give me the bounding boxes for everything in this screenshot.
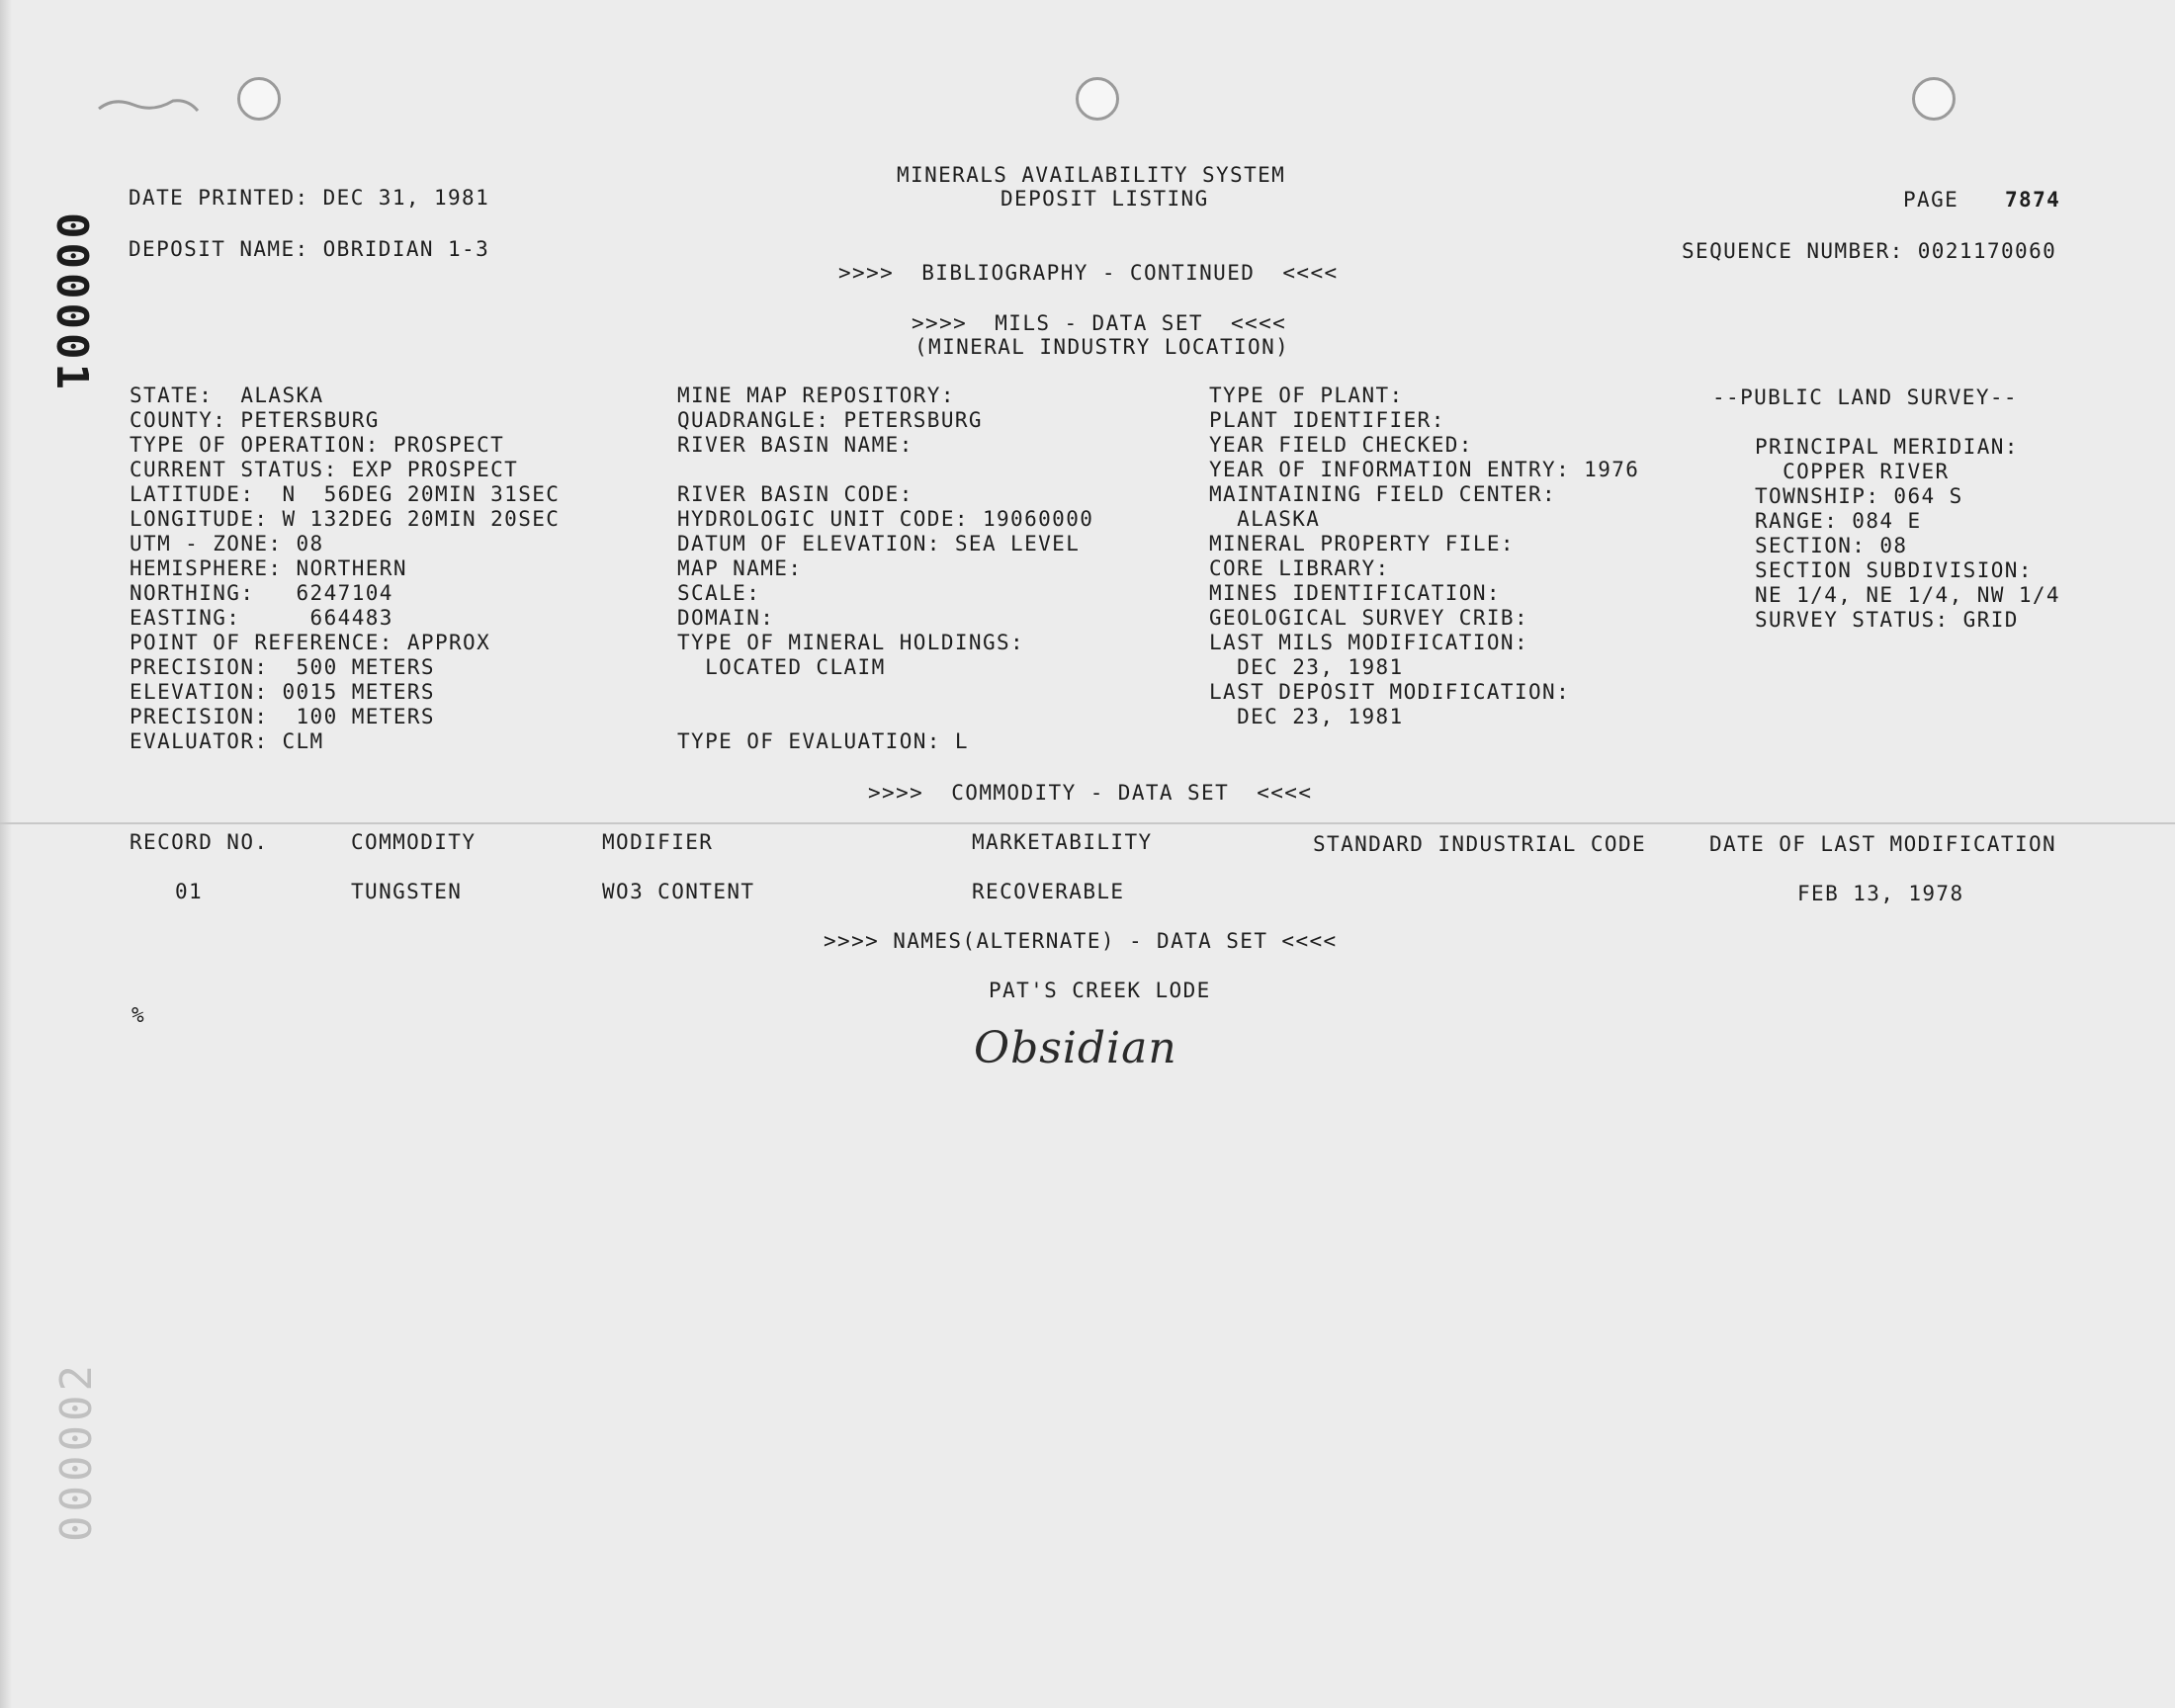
mils-field: GEOLOGICAL SURVEY CRIB: <box>1209 606 1528 630</box>
mils-field: RIVER BASIN CODE: <box>677 482 914 506</box>
mils-field: EASTING: 664483 <box>130 606 393 630</box>
mils-field: EVALUATOR: CLM <box>130 729 324 753</box>
mils-field: NORTHING: 6247104 <box>130 581 393 605</box>
mils-field: PLANT IDENTIFIER: <box>1209 408 1445 432</box>
mils-field: MINES IDENTIFICATION: <box>1209 581 1501 605</box>
mils-field: TYPE OF PLANT: <box>1209 384 1404 407</box>
mils-field: DEC 23, 1981 <box>1209 705 1404 728</box>
mils-field: CORE LIBRARY: <box>1209 556 1390 580</box>
mils-field: RIVER BASIN NAME: <box>677 433 914 457</box>
mils-field: ELEVATION: 0015 METERS <box>130 680 435 704</box>
commodity-cell: FEB 13, 1978 <box>1797 882 1964 905</box>
mils-field: RANGE: 084 E <box>1755 509 1922 533</box>
mils-field: ALASKA <box>1209 507 1321 531</box>
mils-field: TOWNSHIP: 064 S <box>1755 484 1963 508</box>
commodity-cell: RECOVERABLE <box>972 880 1125 903</box>
mils-field: MAINTAINING FIELD CENTER: <box>1209 482 1557 506</box>
commodity-cell: 01 <box>175 880 204 903</box>
mils-field: QUADRANGLE: PETERSBURG <box>677 408 983 432</box>
mils-field: STATE: ALASKA <box>130 384 324 407</box>
page-fold-line <box>0 822 2175 824</box>
percent-marker: % <box>131 1003 146 1027</box>
mils-field: LONGITUDE: W 132DEG 20MIN 20SEC <box>130 507 561 531</box>
mils-field: SURVEY STATUS: GRID <box>1755 608 2019 632</box>
mils-field: SECTION: 08 <box>1755 534 1908 557</box>
page-edge-shadow <box>0 0 12 1708</box>
mils-field: LOCATED CLAIM <box>677 655 886 679</box>
mils-field: PRINCIPAL MERIDIAN: <box>1755 435 2019 459</box>
mils-field: DEC 23, 1981 <box>1209 655 1404 679</box>
mils-field: COPPER RIVER <box>1755 460 1950 483</box>
mils-banner: >>>> MILS - DATA SET <<<< <box>912 311 1287 335</box>
commodity-header: RECORD NO. <box>130 830 269 854</box>
mils-subtitle: (MINERAL INDUSTRY LOCATION) <box>914 335 1290 359</box>
mils-field: YEAR OF INFORMATION ENTRY: 1976 <box>1209 458 1640 481</box>
page-stamp-number: 000001 <box>46 213 97 393</box>
names-banner: >>>> NAMES(ALTERNATE) - DATA SET <<<< <box>824 929 1338 953</box>
mils-field: LAST MILS MODIFICATION: <box>1209 631 1528 654</box>
land-survey-heading: --PUBLIC LAND SURVEY-- <box>1712 385 2018 409</box>
handwritten-note: Obsidian <box>974 1023 1177 1073</box>
mils-field: UTM - ZONE: 08 <box>130 532 324 555</box>
punch-hole-right <box>1912 77 1956 121</box>
punch-hole-left <box>237 77 281 121</box>
page-label: PAGE <box>1903 188 1959 212</box>
deposit-name: DEPOSIT NAME: OBRIDIAN 1-3 <box>129 237 490 261</box>
commodity-banner: >>>> COMMODITY - DATA SET <<<< <box>868 781 1313 805</box>
mils-field: HEMISPHERE: NORTHERN <box>130 556 407 580</box>
mils-field: MAP NAME: <box>677 556 803 580</box>
pencil-smudge <box>94 89 203 119</box>
mils-field: TYPE OF MINERAL HOLDINGS: <box>677 631 1025 654</box>
commodity-header: COMMODITY <box>351 830 477 854</box>
page-stamp-number-faint: 000002 <box>51 1361 102 1542</box>
mils-field: DOMAIN: <box>677 606 775 630</box>
system-title: MINERALS AVAILABILITY SYSTEM <box>897 163 1286 187</box>
listing-title: DEPOSIT LISTING <box>1000 187 1209 211</box>
commodity-header: MARKETABILITY <box>972 830 1153 854</box>
punch-hole-center <box>1076 77 1119 121</box>
mils-field: SCALE: <box>677 581 761 605</box>
mils-field: LATITUDE: N 56DEG 20MIN 31SEC <box>130 482 561 506</box>
mils-field: TYPE OF EVALUATION: L <box>677 729 969 753</box>
mils-field: YEAR FIELD CHECKED: <box>1209 433 1473 457</box>
commodity-header: DATE OF LAST MODIFICATION <box>1709 832 2057 856</box>
mils-field: LAST DEPOSIT MODIFICATION: <box>1209 680 1571 704</box>
mils-field: PRECISION: 100 METERS <box>130 705 435 728</box>
date-printed: DATE PRINTED: DEC 31, 1981 <box>129 186 490 210</box>
mils-field: SECTION SUBDIVISION: <box>1755 558 2033 582</box>
commodity-cell: WO3 CONTENT <box>602 880 755 903</box>
mils-field: DATUM OF ELEVATION: SEA LEVEL <box>677 532 1081 555</box>
mils-field: COUNTY: PETERSBURG <box>130 408 380 432</box>
commodity-header: STANDARD INDUSTRIAL CODE <box>1313 832 1647 856</box>
mils-field: HYDROLOGIC UNIT CODE: 19060000 <box>677 507 1094 531</box>
alternate-name: PAT'S CREEK LODE <box>989 979 1211 1002</box>
mils-field: CURRENT STATUS: EXP PROSPECT <box>130 458 519 481</box>
page-number: 7874 <box>2005 188 2061 212</box>
commodity-header: MODIFIER <box>602 830 714 854</box>
sequence-number: SEQUENCE NUMBER: 0021170060 <box>1682 239 2057 263</box>
mils-field: MINERAL PROPERTY FILE: <box>1209 532 1515 555</box>
bibliography-banner: >>>> BIBLIOGRAPHY - CONTINUED <<<< <box>838 261 1339 285</box>
mils-field: TYPE OF OPERATION: PROSPECT <box>130 433 505 457</box>
mils-field: PRECISION: 500 METERS <box>130 655 435 679</box>
commodity-cell: TUNGSTEN <box>351 880 463 903</box>
mils-field: MINE MAP REPOSITORY: <box>677 384 955 407</box>
mils-field: POINT OF REFERENCE: APPROX <box>130 631 491 654</box>
mils-field: NE 1/4, NE 1/4, NW 1/4 <box>1755 583 2060 607</box>
